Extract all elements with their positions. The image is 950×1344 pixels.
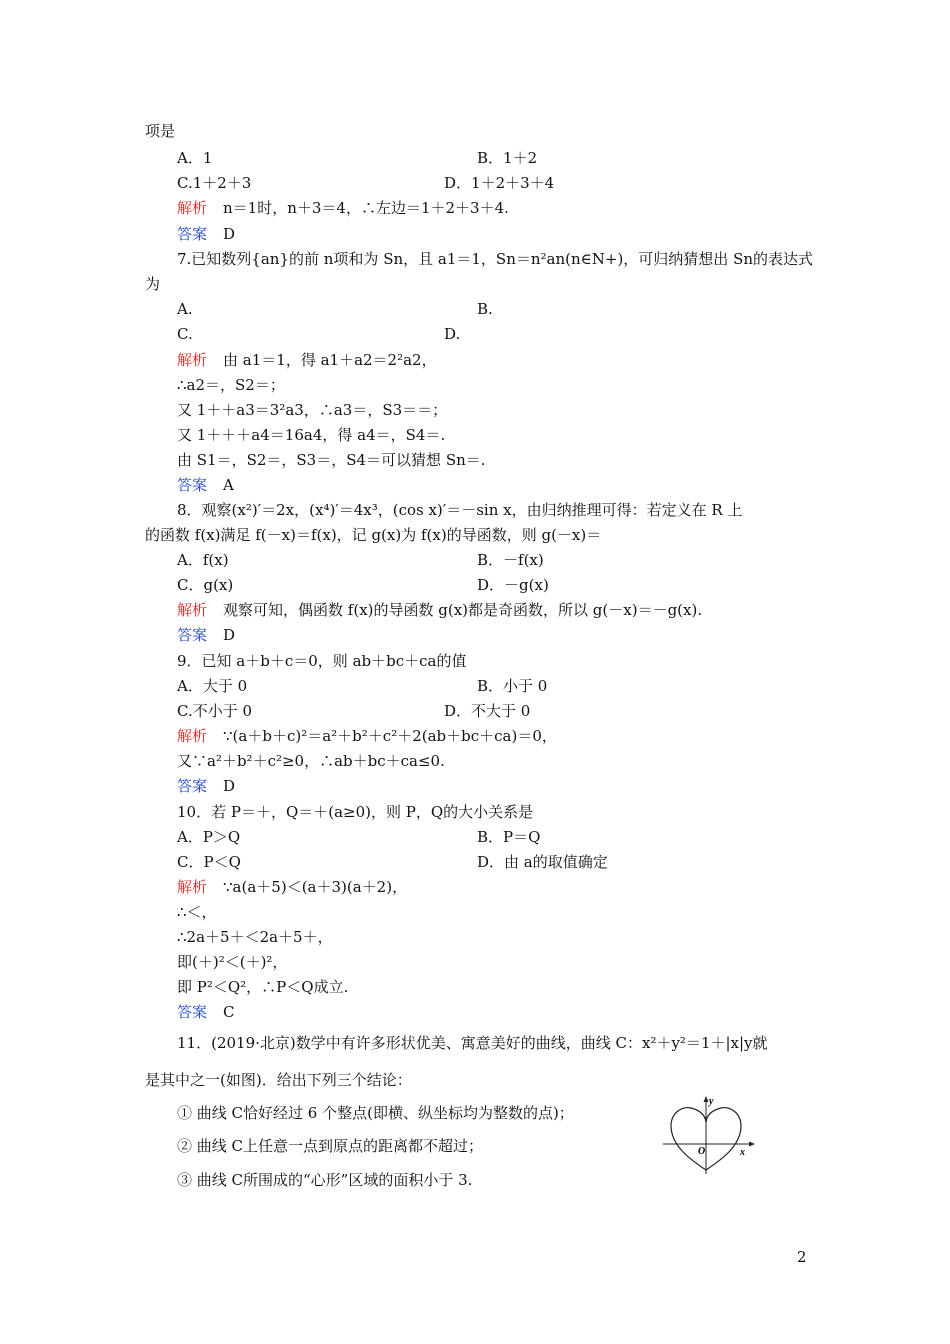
q7-analysis-line2: ∴a2＝，S2＝； bbox=[177, 376, 285, 394]
q7-option-c: C. bbox=[177, 325, 193, 343]
q8-answer-value: D bbox=[223, 626, 236, 644]
q6-option-d: D．1＋2＋3＋4 bbox=[444, 174, 555, 192]
y-axis-arrow bbox=[704, 1096, 709, 1102]
q8-option-c: C．g(x) bbox=[177, 576, 234, 594]
q9-analysis-line2: 又∵a²＋b²＋c²≥0，∴ab＋bc＋ca≤0. bbox=[177, 752, 445, 770]
page-number: 2 bbox=[797, 1248, 807, 1266]
y-axis-label: y bbox=[709, 1096, 714, 1107]
q9-option-b: B．小于 0 bbox=[477, 677, 548, 695]
q9-option-d: D．不大于 0 bbox=[444, 702, 531, 720]
q7-stem-line1: 7.已知数列{an}的前 n项和为 Sn，且 a1＝1，Sn＝n²an(n∈N+)，可归纳猜想出 Sn的表达式 bbox=[177, 250, 814, 268]
q10-options-row1 bbox=[177, 827, 541, 847]
q10-answer-label: 答案 bbox=[177, 1003, 208, 1021]
q7-option-b: B. bbox=[477, 300, 493, 318]
q10-option-b: B．P＝Q bbox=[477, 828, 541, 846]
q7-options-row1 bbox=[177, 299, 493, 319]
q9-analysis-text1: ∵(a＋b＋c)²＝a²＋b²＋c²＋2(ab＋bc＋ca)＝0， bbox=[223, 727, 557, 745]
q10-answer bbox=[177, 1002, 235, 1022]
q8-analysis-label: 解析 bbox=[177, 601, 208, 619]
q6-analysis-label: 解析 bbox=[177, 199, 208, 217]
q10-option-c: C．P＜Q bbox=[177, 853, 241, 871]
q7-analysis-line3: 又 1＋＋a3＝3²a3，∴a3＝，S3＝＝； bbox=[177, 401, 448, 419]
q7-answer-label: 答案 bbox=[177, 476, 208, 494]
q9-options-row2 bbox=[177, 701, 531, 721]
q10-analysis-line5: 即 P²＜Q²，∴P＜Q成立. bbox=[177, 978, 349, 996]
q11-conclusion-3: ③ 曲线 C所围成的“心形”区域的面积小于 3. bbox=[177, 1171, 473, 1189]
x-axis-arrow bbox=[749, 1142, 755, 1147]
heart-curve-figure bbox=[661, 1094, 757, 1178]
q10-analysis-text1: ∵a(a＋5)＜(a＋3)(a＋2)， bbox=[223, 878, 408, 896]
q8-answer bbox=[177, 625, 235, 645]
q7-analysis-text1: 由 a1＝1，得 a1＋a2＝2²a2， bbox=[223, 351, 437, 369]
q10-option-d: D．由 a的取值确定 bbox=[477, 853, 608, 871]
q8-analysis-text: 观察可知，偶函数 f(x)的导函数 g(x)都是奇函数，所以 g(－x)＝－g(x). bbox=[223, 601, 703, 619]
q9-option-a: A．大于 0 bbox=[177, 677, 248, 695]
q6-option-b: B．1＋2 bbox=[477, 149, 538, 167]
q9-answer-label: 答案 bbox=[177, 777, 208, 795]
q7-answer-value: A bbox=[223, 476, 234, 494]
q10-analysis-line4: 即(＋)²＜(＋)²， bbox=[177, 953, 288, 971]
q11-conclusion-2: ② 曲线 C上任意一点到原点的距离都不超过； bbox=[177, 1137, 484, 1155]
q8-stem-line2: 的函数 f(x)满足 f(－x)＝f(x)，记 g(x)为 f(x)的导函数，则 g(－x)＝ bbox=[145, 526, 602, 544]
q6-analysis-text: n＝1时，n＋3＝4，∴左边＝1＋2＋3＋4. bbox=[223, 199, 509, 217]
q7-stem-line2: 为 bbox=[145, 275, 161, 293]
q7-options-row2 bbox=[177, 324, 461, 344]
q10-analysis-line2: ∴＜， bbox=[177, 903, 217, 921]
q8-option-a: A．f(x) bbox=[177, 551, 229, 569]
q8-answer-label: 答案 bbox=[177, 626, 208, 644]
q6-answer-value: D bbox=[223, 225, 236, 243]
q6-stem-tail: 项是 bbox=[145, 122, 176, 140]
q6-answer-label: 答案 bbox=[177, 225, 208, 243]
q10-option-a: A．P＞Q bbox=[177, 828, 241, 846]
q9-answer-value: D bbox=[223, 777, 236, 795]
q6-option-c: C.1＋2＋3 bbox=[177, 174, 252, 192]
q7-analysis-line1 bbox=[177, 350, 437, 370]
q10-options-row2 bbox=[177, 852, 608, 872]
q6-answer bbox=[177, 224, 235, 244]
q6-options-row2 bbox=[177, 173, 555, 193]
q8-stem-line1: 8．观察(x²)′＝2x，(x⁴)′＝4x³，(cos x)′＝－sin x，由归纳推理可得：若定义在 R 上 bbox=[177, 501, 743, 519]
q9-stem: 9．已知 a＋b＋c＝0，则 ab＋bc＋ca的值 bbox=[177, 652, 467, 670]
q7-option-d: D. bbox=[444, 325, 461, 343]
q10-stem: 10．若 P＝＋，Q＝＋(a≥0)，则 P，Q的大小关系是 bbox=[177, 803, 534, 821]
q6-option-a: A．1 bbox=[177, 149, 213, 167]
q6-analysis bbox=[177, 198, 509, 218]
q7-analysis-line4: 又 1＋＋＋a4＝16a4，得 a4＝，S4＝. bbox=[177, 426, 446, 444]
q9-analysis-line1 bbox=[177, 726, 557, 746]
x-axis-label: x bbox=[740, 1147, 745, 1158]
q7-analysis-label: 解析 bbox=[177, 351, 208, 369]
q8-options-row1 bbox=[177, 550, 544, 570]
q9-options-row1 bbox=[177, 676, 548, 696]
q6-options-row1 bbox=[177, 148, 538, 168]
q10-answer-value: C bbox=[223, 1003, 235, 1021]
q9-option-c: C.不小于 0 bbox=[177, 702, 253, 720]
q7-analysis-line5: 由 S1＝，S2＝，S3＝，S4＝可以猜想 Sn＝. bbox=[177, 451, 486, 469]
q11-stem-line2: 是其中之一(如图)．给出下列三个结论： bbox=[145, 1071, 412, 1089]
q10-analysis-label: 解析 bbox=[177, 878, 208, 896]
q10-analysis-line3: ∴2a＋5＋＜2a＋5＋， bbox=[177, 928, 333, 946]
q11-stem-line1: 11．(2019·北京)数学中有许多形状优美、寓意美好的曲线，曲线 C：x²＋y²＝1＋|x|y就 bbox=[177, 1034, 768, 1052]
q7-answer bbox=[177, 475, 234, 495]
origin-label: O bbox=[698, 1146, 706, 1157]
q8-analysis bbox=[177, 600, 702, 620]
q11-conclusion-1: ① 曲线 C恰好经过 6 个整点(即横、纵坐标均为整数的点)； bbox=[177, 1104, 574, 1122]
q9-analysis-label: 解析 bbox=[177, 727, 208, 745]
q8-option-d: D．－g(x) bbox=[477, 576, 549, 594]
q7-option-a: A. bbox=[177, 300, 193, 318]
q8-options-row2 bbox=[177, 575, 549, 595]
q9-answer bbox=[177, 776, 235, 796]
q8-option-b: B．－f(x) bbox=[477, 551, 544, 569]
q10-analysis-line1 bbox=[177, 877, 407, 897]
